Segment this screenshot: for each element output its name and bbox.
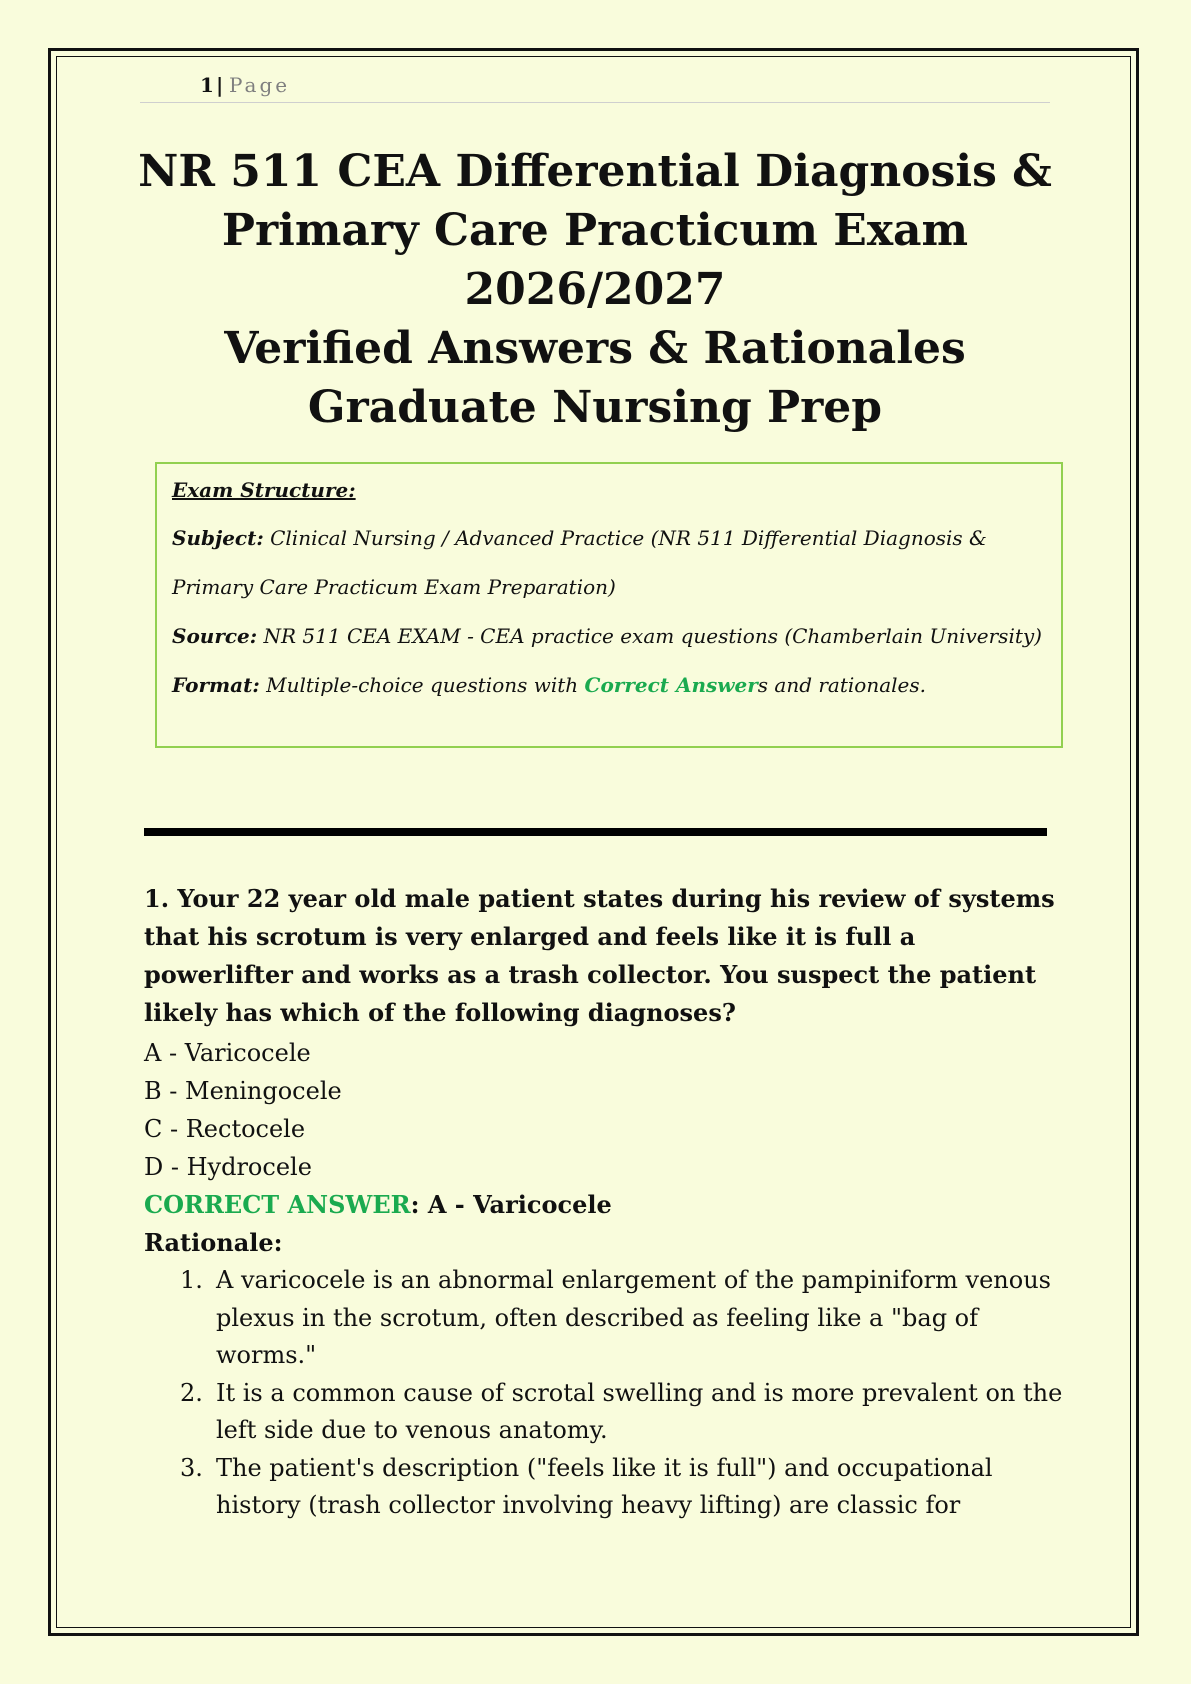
rationale-number: 2. xyxy=(180,1378,203,1407)
page-word: Page xyxy=(229,73,291,97)
rationale-item xyxy=(144,1375,1064,1450)
answer-option: A - Varicocele xyxy=(144,1039,311,1067)
answer-option: B - Meningocele xyxy=(144,1077,342,1105)
rationale-text: A varicocele is an abnormal enlargement of the pampiniform venous plexus in the scrotum, often described as feeling like a "bag of worms." xyxy=(216,1266,1051,1369)
format-highlight: Correct Answer xyxy=(584,673,758,697)
source-label: Source: xyxy=(172,624,258,648)
page-header xyxy=(140,72,1050,103)
answer-options xyxy=(144,1034,1054,1186)
rationale-list xyxy=(144,1262,1064,1525)
section-divider xyxy=(144,828,1047,836)
rationale-text: It is a common cause of scrotal swelling and is more prevalent on the left side due to venous anatomy. xyxy=(216,1378,1063,1444)
rationale-number: 1. xyxy=(180,1266,203,1294)
rationale-text: The patient's description ("feels like it is full") and occupational history (trash collector involving heavy lifting) are classic for xyxy=(216,1453,993,1519)
rationale-heading: Rationale: xyxy=(144,1228,283,1257)
rationale-item xyxy=(144,1450,1064,1525)
correct-answer-label: CORRECT ANSWER xyxy=(144,1190,411,1219)
format-value: Multiple-choice questions with xyxy=(266,673,579,697)
exam-structure-heading: Exam Structure: xyxy=(172,478,356,502)
answer-option: D - Hydrocele xyxy=(144,1153,312,1181)
subject-value: Clinical Nursing / Advanced Practice (NR 511 Differential Diagnosis & xyxy=(270,526,987,550)
document-title xyxy=(130,142,1060,437)
title-line: Verified Answers & Rationales xyxy=(224,323,966,374)
subject-row xyxy=(172,514,1046,563)
page-separator: | xyxy=(216,73,224,97)
subject-label: Subject: xyxy=(172,526,264,550)
correct-answer xyxy=(144,1186,1054,1224)
subject-row-continued: Primary Care Practicum Exam Preparation) xyxy=(172,575,616,599)
rationale-number: 3. xyxy=(180,1453,203,1482)
format-label: Format: xyxy=(172,673,260,697)
correct-answer-colon: : xyxy=(410,1190,420,1219)
title-line: Primary Care Practicum Exam 2026/2027 xyxy=(221,205,969,315)
answer-option: C - Rectocele xyxy=(144,1115,306,1143)
title-line: NR 511 CEA Differential Diagnosis & xyxy=(138,146,1052,197)
format-value-end: s and rationales. xyxy=(757,673,926,697)
rationale-item xyxy=(144,1262,1064,1375)
question-text: 1. Your 22 year old male patient states during his review of systems that his scrotum is very enlarged and feels like it is full a powerlifter and works as a trash collector. You suspect the patient likely has which of the following diagnoses? xyxy=(144,884,1055,1027)
format-row xyxy=(172,661,1046,710)
page-number: 1 xyxy=(200,73,214,97)
correct-answer-value: A - Varicocele xyxy=(427,1190,612,1219)
source-value: NR 511 CEA EXAM - CEA practice exam questions (Chamberlain University) xyxy=(263,624,1042,648)
exam-structure-box xyxy=(155,462,1063,748)
source-row xyxy=(172,612,1046,661)
title-line: Graduate Nursing Prep xyxy=(307,382,883,433)
